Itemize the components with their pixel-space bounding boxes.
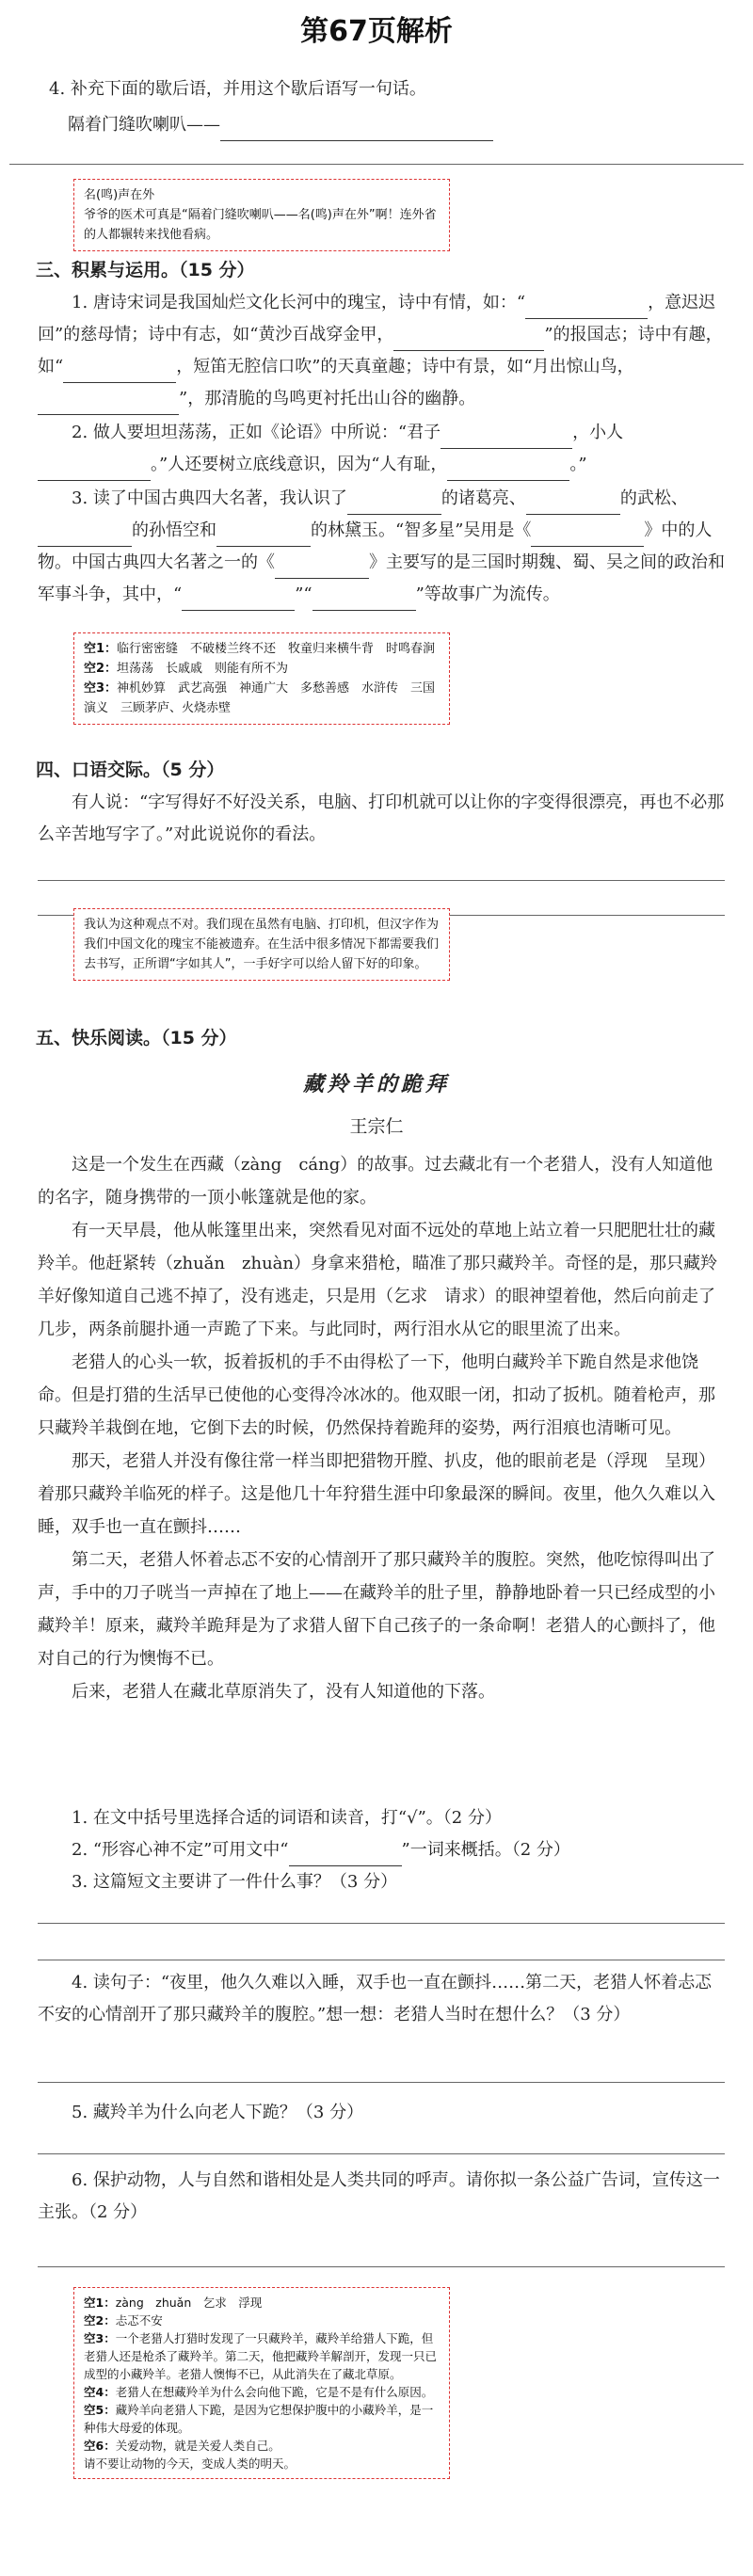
s3-q3-text-b: 的诸葛亮、 — [441, 488, 526, 508]
answer-1-line2: 爷爷的医术可真是“隔着门缝吹喇叭——名(鸣)声在外”啊！连外省的人都辗转来找他看病。 — [84, 208, 437, 242]
reading-q2-blank[interactable] — [289, 1848, 402, 1866]
s3-q1-text-a: 1. 唐诗宋词是我国灿烂文化长河中的瑰宝，诗中有情，如：“ — [72, 293, 526, 312]
reading-q2-text-b: ”一词来概括。（2 分） — [401, 1840, 570, 1860]
s3-q3-blank-4[interactable] — [216, 529, 311, 547]
answer-2-item — [84, 659, 440, 679]
s3-q3-blank-8[interactable] — [312, 593, 416, 611]
s3-q2-blank-3[interactable] — [447, 463, 569, 481]
answer-4-key: 空1： — [84, 2296, 116, 2310]
story-body — [38, 1148, 725, 1708]
s3-q3-blank-5[interactable] — [531, 529, 644, 547]
s3-q3-blank-2[interactable] — [526, 497, 620, 515]
story-title: 藏羚羊的跪拜 — [302, 1072, 450, 1096]
answer-4-item — [84, 2294, 440, 2312]
answer-2-item — [84, 639, 440, 659]
q4-stem-text: 隔着门缝吹喇叭—— — [68, 115, 220, 135]
section-4-heading: 四、口语交际。（5 分） — [36, 760, 225, 780]
answer-2-key: 空2： — [84, 662, 118, 676]
answer-line — [38, 1923, 725, 1924]
answer-4-key: 空4： — [84, 2385, 116, 2399]
q4-prompt: 4. 补充下面的歇后语，并用这个歇后语写一句话。 — [49, 79, 426, 99]
answer-4-key: 空5： — [84, 2403, 116, 2417]
s3-q2-text-a: 2. 做人要坦坦荡荡，正如《论语》中所说：“君子 — [72, 423, 441, 442]
answer-4-value: 忐忑不安 — [115, 2313, 163, 2328]
answer-line — [38, 2266, 725, 2267]
section-5-heading: 五、快乐阅读。（15 分） — [36, 1028, 237, 1048]
reading-q2 — [38, 1834, 725, 1866]
answer-3-text: 我认为这种观点不对。我们现在虽然有电脑、打印机，但汉字作为我们中国文化的瑰宝不能被遗弃。在生活中很多情况下都需要我们去书写，正所谓“字如其人”，一手好字可以给人留下好的印象。 — [84, 918, 440, 971]
s3-q3-text-c: 的武松、 — [619, 488, 688, 508]
s3-q1-blank-2[interactable] — [393, 333, 544, 351]
answer-2-key: 空3： — [84, 681, 118, 696]
reading-q6: 6. 保护动物，人与自然和谐相处是人类共同的呼声。请你拟一条公益广告词，宣传这一主张。（2 分） — [38, 2170, 720, 2222]
page-title: 第67页解析 — [300, 15, 453, 48]
s3-q3-blank-7[interactable] — [182, 593, 295, 611]
section-3-q1 — [38, 287, 725, 415]
s3-q1-text-e: ”，那清脆的鸟鸣更衬托出山谷的幽静。 — [179, 389, 476, 408]
answer-4-item — [84, 2401, 440, 2437]
section-3-q2 — [38, 417, 725, 481]
reading-q1: 1. 在文中括号里选择合适的词语和读音，打“√”。（2 分） — [72, 1808, 502, 1828]
answer-4-item — [84, 2437, 440, 2455]
story-paragraph: 这是一个发生在西藏（zàng cáng）的故事。过去藏北有一个老猎人，没有人知道他的名字，随身携带的一顶小帐篷就是他的家。 — [38, 1155, 713, 1208]
story-paragraph: 后来，老猎人在藏北草原消失了，没有人知道他的下落。 — [72, 1682, 495, 1702]
s3-q1-text-c: ”的报国志；诗中有趣，如“ — [38, 325, 723, 376]
q4-stem — [68, 109, 633, 141]
s3-q2-text-c: 。”人还要树立底线意识，因为“人有耻， — [151, 455, 448, 474]
answer-line — [9, 164, 744, 165]
s3-q1-blank-1[interactable] — [525, 301, 648, 319]
section-4-prompt: 有人说：“字写得好不好没关系，电脑、打印机就可以让你的字变得很漂亮，再也不必那么辛苦地写字了。”对此说说你的看法。 — [38, 792, 725, 844]
answer-4-value: 藏羚羊向老猎人下跪，是因为它想保护腹中的小藏羚羊，是一种伟大母爱的体现。 — [84, 2403, 434, 2435]
s3-q3-text-i: ”等故事广为流传。 — [415, 584, 560, 604]
s3-q3-blank-1[interactable] — [347, 497, 441, 515]
answer-1-line1: 名(鸣)声在外 — [84, 188, 155, 202]
answer-4-value: 一个老猎人打猎时发现了一只藏羚羊，藏羚羊给猎人下跪，但老猎人还是枪杀了藏羚羊。第二天，他把藏羚羊解剖开，发现一只已成型的小藏羚羊。老猎人懊悔不已，从此消失在了藏北草原。 — [84, 2331, 438, 2381]
s3-q3-text-f: 》中的人物。中国古典四大名著之一的《 — [38, 520, 713, 572]
story-author: 王宗仁 — [349, 1116, 404, 1137]
answer-4-value: 关爱动物，就是关爱人类自己。 — [115, 2439, 280, 2453]
answer-2-item — [84, 679, 440, 718]
s3-q3-text-a: 3. 读了中国古典四大名著，我认识了 — [72, 488, 347, 508]
reading-q5: 5. 藏羚羊为什么向老人下跪？（3 分） — [72, 2103, 364, 2122]
section-3-q3 — [38, 483, 725, 611]
reading-q3: 3. 这篇短文主要讲了一件什么事？（3 分） — [72, 1872, 398, 1892]
story-paragraph: 那天，老猎人并没有像往常一样当即把猎物开膛、扒皮，他的眼前老是（浮现 呈现）着那只藏羚羊临死的样子。这是他几十年狩猎生涯中印象最深的瞬间。夜里，他久久难以入睡，双手也一直在颤抖…… — [38, 1451, 715, 1537]
s3-q2-text-d: 。” — [569, 455, 587, 474]
reading-q4: 4. 读句子：“夜里，他久久难以入睡，双手也一直在颤抖……第二天，老猎人怀着忐忑不安的心情剖开了那只藏羚羊的腹腔。”想一想：老猎人当时在想什么？（3 分） — [38, 1973, 713, 2024]
answer-4-item — [84, 2383, 440, 2401]
s3-q3-text-h: ”“ — [295, 584, 312, 604]
answer-4-item — [84, 2329, 440, 2383]
s3-q3-blank-3[interactable] — [38, 529, 132, 547]
s3-q2-blank-1[interactable] — [441, 431, 572, 449]
q4-blank[interactable] — [220, 123, 493, 141]
s3-q3-text-e: 的林黛玉。“智多星”吴用是《 — [311, 520, 532, 540]
answer-4-key: 空3： — [84, 2331, 116, 2345]
s3-q1-blank-4[interactable] — [38, 397, 179, 415]
answer-4-value: 老猎人在想藏羚羊为什么会向他下跪，它是不是有什么原因。 — [115, 2385, 434, 2399]
s3-q3-text-g: 》主要写的是三国时期魏、蜀、吴之间的政治和军事斗争，其中，“ — [38, 552, 725, 604]
s3-q2-blank-2[interactable] — [38, 463, 151, 481]
reading-q2-text-a: 2. “形容心神不定”可用文中“ — [72, 1840, 289, 1860]
story-paragraph: 第二天，老猎人怀着忐忑不安的心情剖开了那只藏羚羊的腹腔。突然，他吃惊得叫出了声，手中的刀子咣当一声掉在了地上——在藏羚羊的肚子里，静静地卧着一只已经成型的小藏羚羊！原来，藏羚羊跪拜是为了求猎人留下自己孩子的一条命啊！老猎人的心颤抖了，他对自己的行为懊悔不已。 — [38, 1550, 715, 1669]
answer-2-value: 神机妙算 武艺高强 神通广大 多愁善感 水浒传 三国演义 三顾茅庐、火烧赤壁 — [84, 681, 436, 715]
answer-4-value: zàng zhuǎn 乞求 浮现 — [115, 2296, 263, 2310]
answer-4-key: 空6： — [84, 2439, 116, 2453]
s3-q1-text-d: ，短笛无腔信口吹”的天真童趣；诗中有景，如“月出惊山鸟， — [176, 357, 634, 376]
answer-line — [38, 2082, 725, 2083]
answer-4-item: 请不要让动物的今天，变成人类的明天。 — [84, 2456, 296, 2471]
answer-box-4 — [73, 2287, 450, 2479]
s3-q1-blank-3[interactable] — [63, 365, 176, 383]
story-paragraph: 老猎人的心头一软，扳着扳机的手不由得松了一下，他明白藏羚羊下跪自然是求他饶命。但是打猎的生活早已使他的心变得冷冰冰的。他双眼一闭，扣动了扳机。随着枪声，那只藏羚羊栽倒在地，它倒下去的时候，仍然保持着跪拜的姿势，两行泪痕也清晰可见。 — [38, 1352, 715, 1438]
answer-2-value: 临行密密缝 不破楼兰终不还 牧童归来横牛背 时鸣春涧 — [117, 642, 436, 656]
answer-box-2 — [73, 632, 450, 725]
answer-4-item — [84, 2312, 440, 2329]
answer-box-1 — [73, 179, 450, 251]
answer-line — [38, 880, 725, 881]
s3-q3-blank-6[interactable] — [275, 561, 369, 579]
story-paragraph: 有一天早晨，他从帐篷里出来，突然看见对面不远处的草地上站立着一只肥肥壮壮的藏羚羊。他赶紧转（zhuǎn zhuàn）身拿来猎枪，瞄准了那只藏羚羊。奇怪的是，那只藏羚羊好像知道自己逃不掉了，没有逃走，只是用（乞求 请求）的眼神望着他，然后向前走了几步，两条前腿扑通一声跪了下来。与此同时，两行泪水从它的眼里流了出来。 — [38, 1221, 717, 1339]
answer-2-value: 坦荡荡 长戚戚 则能有所不为 — [117, 662, 289, 676]
section-3-heading: 三、积累与运用。（15 分） — [36, 260, 255, 280]
s3-q2-text-b: ，小人 — [572, 423, 624, 442]
s3-q3-text-d: 的孙悟空和 — [132, 520, 216, 540]
answer-line — [38, 2153, 725, 2154]
answer-4-key: 空2： — [84, 2313, 116, 2328]
answer-box-3 — [73, 908, 450, 981]
s3-q1-text-b: ，意迟迟回”的慈母情；诗中有志，如“黄沙百战穿金甲， — [38, 293, 716, 344]
answer-2-key: 空1： — [84, 642, 118, 656]
